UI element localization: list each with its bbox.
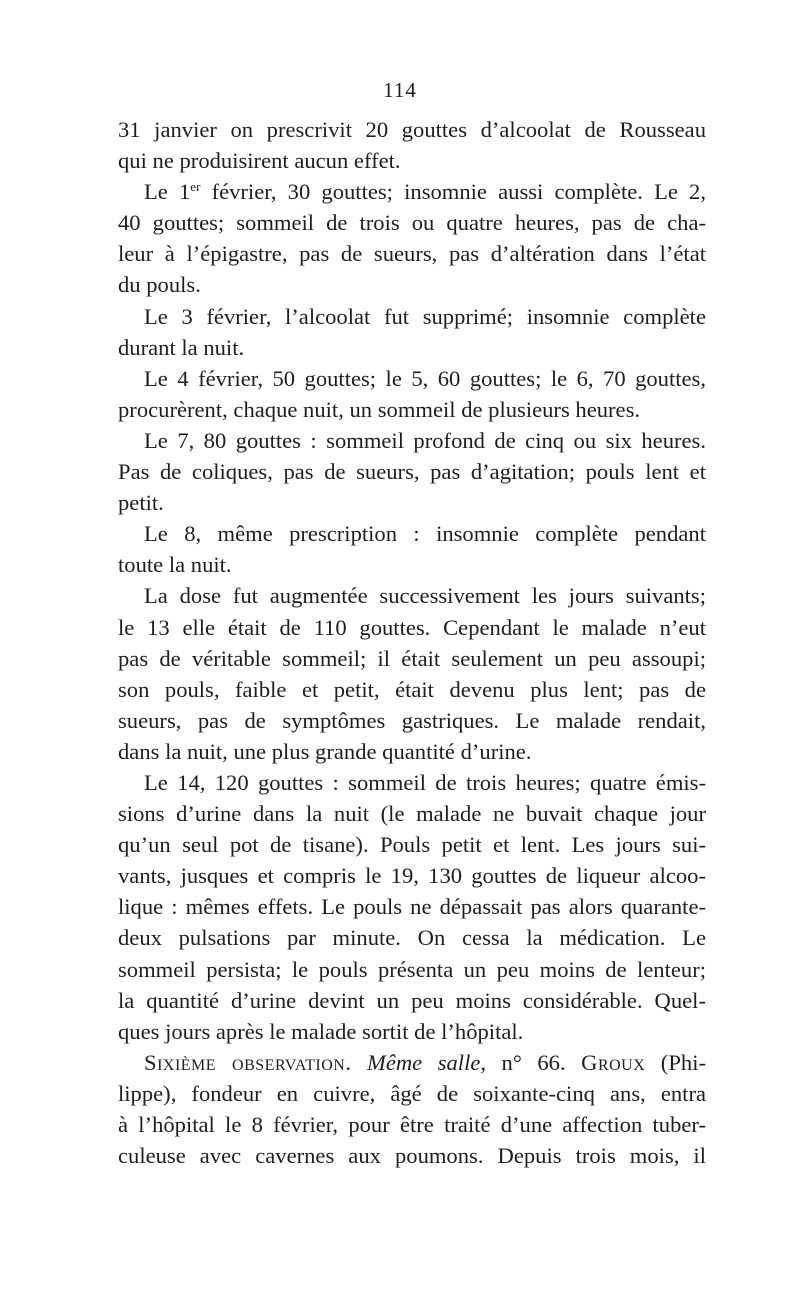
text-fragment: (Phi- (645, 1049, 706, 1075)
text-line: le 13 elle était de 110 gouttes. Cependant le malade n’eut (118, 614, 706, 640)
text-fragment: février, 30 gouttes; insomnie aussi complète. Le 2, (200, 179, 707, 205)
patient-name: Groux (581, 1049, 646, 1075)
text-line (118, 1047, 706, 1078)
text-line: petit. (118, 490, 164, 516)
text-line: durant la nuit. (118, 334, 245, 360)
observation-heading: Sixième observation. (144, 1049, 352, 1075)
text-line: culeuse avec cavernes aux poumons. Depuis trois mois, il (118, 1143, 706, 1169)
text-line: lippe), fondeur en cuivre, âgé de soixante-cinq ans, entra (118, 1080, 706, 1106)
paragraph-9 (118, 1047, 706, 1171)
text-line: dans la nuit, une plus grande quantité d’urine. (118, 738, 532, 764)
text-line: 40 gouttes; sommeil de trois ou quatre heures, pas de cha- (118, 210, 706, 236)
text-line: Le 4 février, 50 gouttes; le 5, 60 gouttes; le 6, 70 gouttes, (144, 365, 706, 391)
text-line: 31 janvier on prescrivit 20 gouttes d’alcoolat de Rousseau (118, 117, 706, 142)
text-line: La dose fut augmentée successivement les jours suivants; (144, 583, 706, 609)
text-line: sommeil persista; le pouls présenta un peu moins de lenteur; (118, 956, 706, 982)
page-number: 114 (383, 78, 417, 102)
text-line: vants, jusques et compris le 19, 130 gouttes de liqueur alcoo- (118, 863, 706, 889)
text-line: Le 3 février, l’alcoolat fut supprimé; insomnie complète (144, 303, 706, 329)
text-fragment: Le 1 (144, 179, 191, 205)
text-line: toute la nuit. (118, 552, 232, 578)
text-line: sions d’urine dans la nuit (le malade ne buvait chaque jour (118, 801, 706, 827)
text-line: ques jours après le malade sortit de l’hôpital. (118, 1018, 524, 1044)
paragraph-4 (118, 363, 706, 425)
text-line: leur à l’épigastre, pas de sueurs, pas d’altération dans l’état (118, 241, 706, 267)
paragraph-8 (118, 767, 706, 1047)
text-line: Le 7, 80 gouttes : sommeil profond de cinq ou six heures. (144, 427, 706, 453)
text-line: la quantité d’urine devint un peu moins considérable. Quel- (118, 987, 706, 1013)
body-text (118, 114, 706, 1171)
text-line: pas de véritable sommeil; il était seulement un peu assoupi; (118, 645, 706, 671)
text-line: lique : mêmes effets. Le pouls ne dépassait pas alors quarante- (118, 894, 706, 920)
paragraph-1 (118, 114, 706, 176)
text-line: Le 8, même prescription : insomnie complète pendant (144, 521, 706, 547)
text-line: Pas de coliques, pas de sueurs, pas d’agitation; pouls lent et (118, 459, 706, 485)
text-line: procurèrent, chaque nuit, un sommeil de plusieurs heures. (118, 396, 641, 422)
paragraph-5 (118, 425, 706, 518)
text-line: sueurs, pas de symptômes gastriques. Le malade rendait, (118, 707, 706, 733)
paragraph-7 (118, 580, 706, 767)
text-line: deux pulsations par minute. On cessa la médication. Le (118, 925, 706, 951)
text-line: son pouls, faible et petit, était devenu plus lent; pas de (118, 676, 706, 702)
paragraph-2 (118, 176, 706, 300)
text-fragment: , n° 66. (480, 1049, 566, 1075)
text-line: du pouls. (118, 272, 201, 298)
paragraph-6 (118, 518, 706, 580)
superscript: er (190, 179, 201, 195)
paragraph-3 (118, 301, 706, 363)
text-line: à l’hôpital le 8 février, pour être traité d’une affection tuber- (118, 1112, 706, 1137)
text-line: qui ne produisirent aucun effet. (118, 148, 401, 174)
text-line: qu’un seul pot de tisane). Pouls petit et lent. Les jours sui- (118, 832, 706, 858)
text-line: Le 14, 120 gouttes : sommeil de trois heures; quatre émis- (144, 769, 706, 795)
text-line (118, 176, 706, 207)
ward-name: Même salle (367, 1049, 481, 1075)
